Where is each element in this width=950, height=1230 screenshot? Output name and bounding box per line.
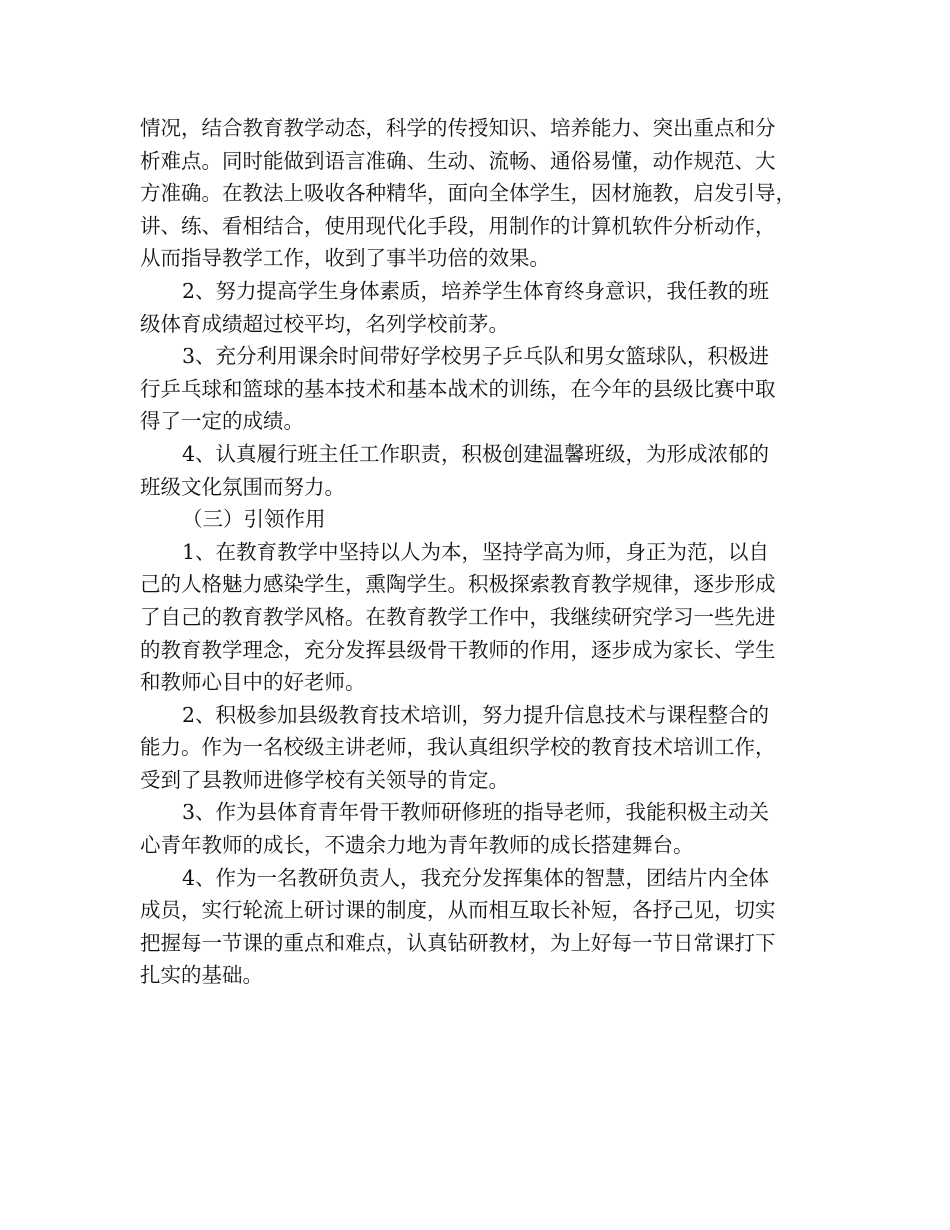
text-line-8: 3、充分利用课余时间带好学校男子乒乓队和男女篮球队，积极进 <box>182 344 770 369</box>
text-line-17: 的教育教学理念，充分发挥县级骨干教师的作用，逐步成为家长、学生 <box>140 637 776 662</box>
text-line-15: 己的人格魅力感染学生，熏陶学生。积极探索教育教学规律，逐步形成 <box>140 572 776 597</box>
text-line-11: 4、认真履行班主任工作职责，积极创建温馨班级，为形成浓郁的 <box>182 441 770 466</box>
text-line-10: 得了一定的成绩。 <box>140 409 304 434</box>
document-body <box>140 112 830 992</box>
text-line-7: 级体育成绩超过校平均，名列学校前茅。 <box>140 311 509 336</box>
text-line-19: 2、积极参加县级教育技术培训，努力提升信息技术与课程整合的 <box>182 702 770 727</box>
text-line-3: 方准确。在教法上吸收各种精华，面向全体学生，因材施教，启发引导， <box>140 181 796 206</box>
text-line-25: 成员，实行轮流上研讨课的制度，从而相互取长补短，各抒己见，切实 <box>140 898 776 923</box>
text-line-14: 1、在教育教学中坚持以人为本，坚持学高为师，身正为范，以自 <box>182 539 770 564</box>
text-line-20: 能力。作为一名校级主讲老师，我认真组织学校的教育技术培训工作， <box>140 735 776 760</box>
text-line-5: 从而指导教学工作，收到了事半功倍的效果。 <box>140 246 550 271</box>
text-line-4: 讲、练、看相结合，使用现代化手段，用制作的计算机软件分析动作， <box>140 213 776 238</box>
text-line-2: 析难点。同时能做到语言准确、生动、流畅、通俗易懂，动作规范、大 <box>140 148 776 173</box>
text-line-22: 3、作为县体育青年骨干教师研修班的指导老师，我能积极主动关 <box>182 800 770 825</box>
text-line-27: 扎实的基础。 <box>140 963 263 988</box>
text-line-6: 2、努力提高学生身体素质，培养学生体育终身意识，我任教的班 <box>182 278 770 303</box>
text-line-24: 4、作为一名教研负责人，我充分发挥集体的智慧，团结片内全体 <box>182 865 770 890</box>
text-line-16: 了自己的教育教学风格。在教育教学工作中，我继续研究学习一些先进 <box>140 604 776 629</box>
text-line-21: 受到了县教师进修学校有关领导的肯定。 <box>140 767 509 792</box>
text-line-12: 班级文化氛围而努力。 <box>140 474 345 499</box>
text-line-26: 把握每一节课的重点和难点，认真钻研教材，为上好每一节日常课打下 <box>140 930 776 955</box>
text-line-23: 心青年教师的成长，不遗余力地为青年教师的成长搭建舞台。 <box>140 833 694 858</box>
text-line-9: 行乒乓球和篮球的基本技术和基本战术的训练，在今年的县级比赛中取 <box>140 376 776 401</box>
section-heading: （三）引领作用 <box>182 507 326 532</box>
text-line-18: 和教师心目中的好老师。 <box>140 670 366 695</box>
text-line-1: 情况，结合教育教学动态，科学的传授知识、培养能力、突出重点和分 <box>140 116 776 140</box>
